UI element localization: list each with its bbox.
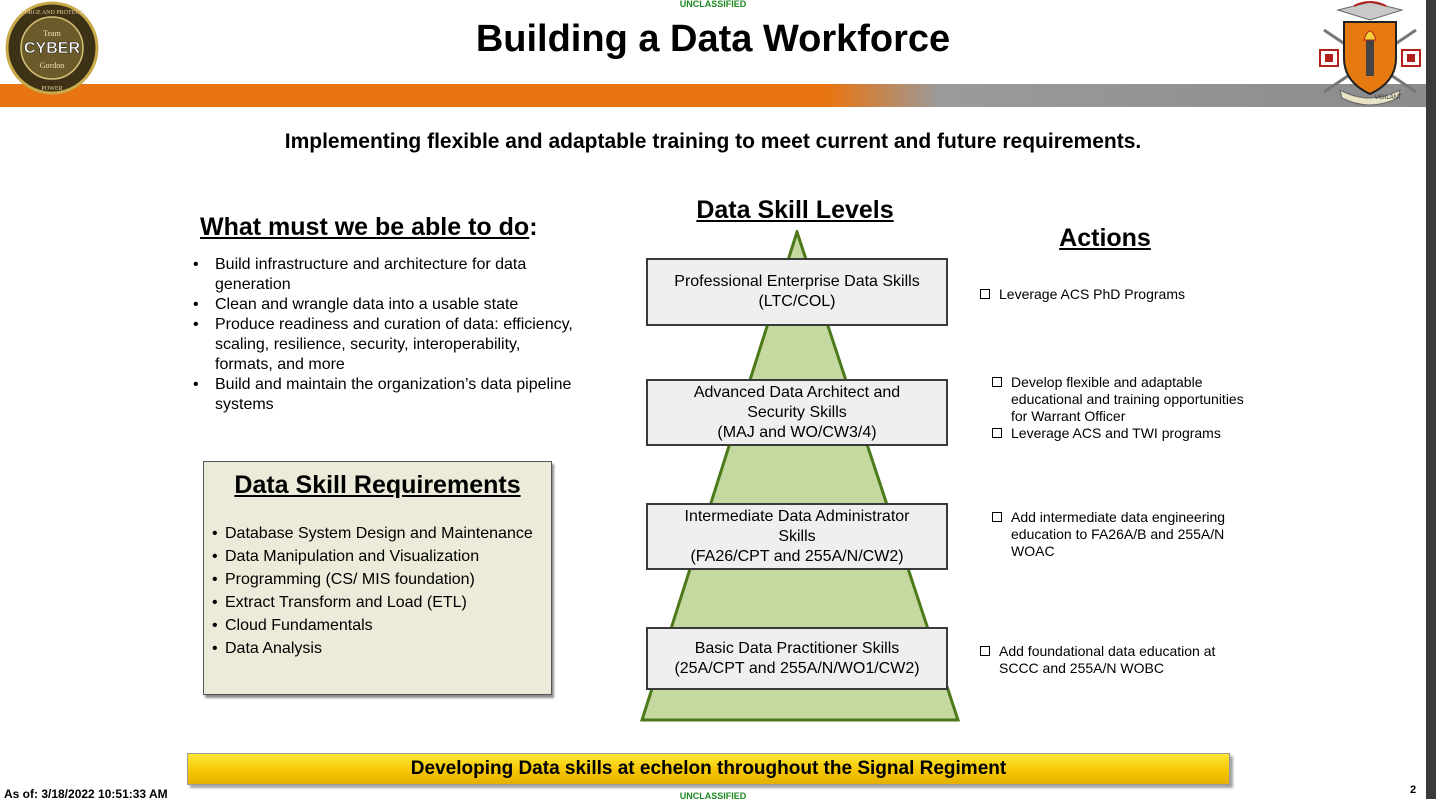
slide-title: Building a Data Workforce — [475, 18, 951, 60]
header-band — [0, 84, 1426, 107]
logo-ring-top: FORGE AND PROTECT — [20, 10, 84, 16]
checkbox-icon — [992, 377, 1002, 387]
capabilities-list — [190, 255, 580, 415]
requirement-item: • Data Analysis — [212, 637, 542, 660]
action-group-basic — [980, 643, 1255, 677]
window-edge — [1426, 0, 1436, 799]
page-number: 2 — [1410, 784, 1417, 796]
as-of-timestamp: As of: 3/18/2022 10:51:33 AM — [4, 787, 168, 801]
logo-gordon: Gordon — [39, 61, 65, 70]
requirements-box — [203, 461, 552, 695]
crest-motto: VIGILANT — [1374, 95, 1402, 101]
requirements-list — [212, 522, 542, 660]
skill-level-advanced — [646, 379, 948, 446]
checkbox-icon — [980, 289, 990, 299]
skill-level-grade: (LTC/COL) — [758, 293, 836, 310]
requirements-heading: Data Skill Requirements — [234, 471, 521, 499]
action-item: Develop flexible and adaptable educational and training opportunities for Warrant Officer — [992, 374, 1252, 425]
action-item: Leverage ACS and TWI programs — [992, 425, 1252, 442]
requirement-item: • Programming (CS/ MIS foundation) — [212, 568, 542, 591]
actions-heading: Actions — [1059, 224, 1151, 252]
skill-level-title: Advanced Data Architect and Security Skills — [693, 383, 901, 421]
capability-item: • Build infrastructure and architecture for data generation — [190, 255, 580, 295]
skill-level-grade: (MAJ and WO/CW3/4) — [717, 423, 877, 441]
checkbox-icon — [992, 428, 1002, 438]
logo-ring-bottom: POWER — [41, 86, 63, 92]
skill-level-intermediate — [646, 503, 948, 570]
action-item: Add foundational data education at SCCC and 255A/N WOBC — [980, 643, 1255, 677]
checkbox-icon — [980, 646, 990, 656]
skill-level-basic — [646, 627, 948, 690]
requirement-item: • Database System Design and Maintenance — [212, 522, 542, 545]
bottom-banner: Developing Data skills at echelon throughout the Signal Regiment — [187, 753, 1230, 785]
action-group-professional — [980, 286, 1250, 303]
logo-cyber: CYBER — [23, 40, 81, 57]
requirement-item: • Data Manipulation and Visualization — [212, 545, 542, 568]
capability-item: • Build and maintain the organization’s data pipeline systems — [190, 375, 580, 415]
classification-top: UNCLASSIFIED — [679, 0, 747, 9]
slide-subtitle: Implementing flexible and adaptable training to meet current and future requirements. — [284, 130, 1142, 153]
action-item: Leverage ACS PhD Programs — [980, 286, 1250, 303]
skill-level-title: Intermediate Data Administrator Skills — [684, 507, 910, 545]
skill-level-title: Basic Data Practitioner Skills — [694, 639, 900, 657]
skill-level-professional — [646, 258, 948, 326]
checkbox-icon — [992, 512, 1002, 522]
logo-team: Team — [43, 29, 61, 38]
classification-bottom: UNCLASSIFIED — [679, 791, 747, 801]
action-group-advanced — [992, 374, 1252, 442]
requirement-item: • Cloud Fundamentals — [212, 614, 542, 637]
skill-level-grade: (FA26/CPT and 255A/N/CW2) — [690, 547, 904, 565]
capability-item: • Clean and wrangle data into a usable state — [190, 295, 580, 315]
capability-item: • Produce readiness and curation of data: efficiency, scaling, resilience, security, interoperability, formats, and more — [190, 315, 580, 375]
skill-level-grade: (25A/CPT and 255A/N/WO1/CW2) — [674, 659, 920, 677]
capabilities-heading: What must we be able to do: — [200, 213, 538, 241]
skill-levels-heading: Data Skill Levels — [696, 196, 894, 224]
action-group-intermediate — [992, 509, 1252, 560]
signal-regiment-crest — [1318, 0, 1422, 108]
action-item: Add intermediate data engineering education to FA26A/B and 255A/N WOAC — [992, 509, 1252, 560]
skill-level-title: Professional Enterprise Data Skills — [674, 273, 920, 290]
requirement-item: • Extract Transform and Load (ETL) — [212, 591, 542, 614]
